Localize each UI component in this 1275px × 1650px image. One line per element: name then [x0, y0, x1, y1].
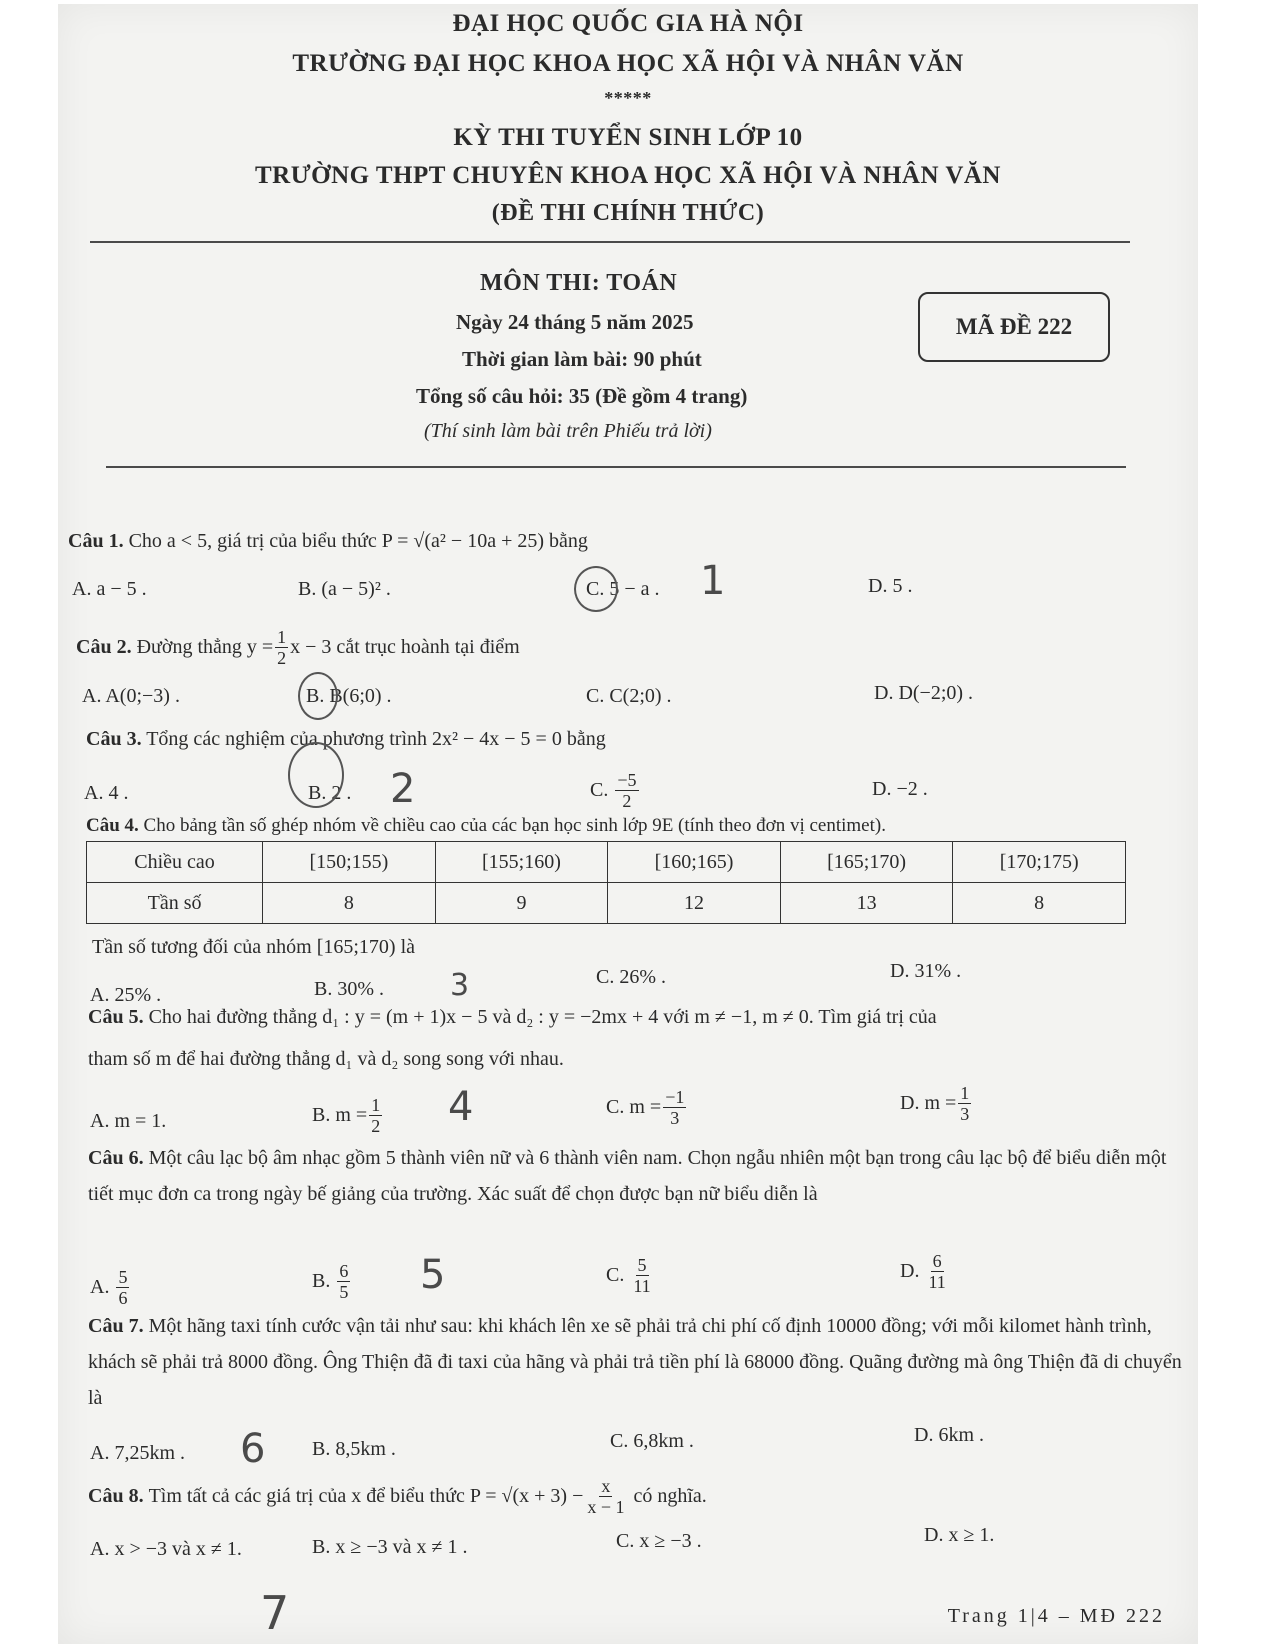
denominator: 3	[960, 1103, 970, 1124]
q5-option-a: A. m = 1.	[90, 1110, 167, 1132]
denominator: 11	[928, 1271, 946, 1292]
official-label: (ĐỀ THI CHÍNH THỨC)	[491, 200, 765, 226]
question-1	[68, 530, 588, 553]
denominator: 2	[371, 1115, 381, 1136]
answer-circle	[574, 566, 618, 612]
q8-option-a: A. x > −3 và x ≠ 1.	[90, 1538, 242, 1560]
fraction	[337, 1261, 350, 1302]
stars-divider: *****	[604, 88, 652, 108]
table-cell: 9	[435, 883, 608, 924]
q7-option-b: B. 8,5km .	[312, 1438, 396, 1460]
question-6	[88, 1140, 1188, 1212]
fraction	[926, 1251, 947, 1292]
numerator: 6	[339, 1260, 349, 1281]
numerator: −5	[617, 769, 637, 790]
question-label: Câu 2.	[76, 635, 132, 658]
denominator: 6	[118, 1287, 128, 1308]
q1-option-b: B. (a − 5)² .	[298, 578, 391, 600]
handwritten-mark: 6	[240, 1426, 266, 1472]
exam-code-box: MÃ ĐỀ 222	[918, 292, 1110, 362]
numerator: 5	[118, 1266, 128, 1287]
q4-option-a: A. 25% .	[90, 984, 162, 1006]
question-label: Câu 4.	[86, 815, 139, 836]
fraction	[958, 1083, 971, 1124]
question-label: Câu 1.	[68, 530, 124, 552]
option-label: B.	[312, 1269, 331, 1292]
q4-option-b: B. 30% .	[314, 978, 384, 1000]
question-text: Một hãng taxi tính cước vận tải như sau: khi khách lên xe sẽ phải trả chi phí cố định 10000 đồng; với mỗi kilomet hành trình, khách sẽ phải trả 8000 đồng. Ông Thiện đã đi taxi của hãng và phải trả tiền phí là 68000 đồng. Quãng đường mà ông Thiện đã di chuyển là	[88, 1315, 1182, 1409]
q1-option-d: D. 5 .	[868, 575, 913, 597]
fraction	[116, 1267, 129, 1308]
q2-option-c: C. C(2;0) .	[586, 685, 672, 707]
answer-circle	[288, 742, 344, 808]
table-row	[87, 842, 1126, 883]
q7-option-d: D. 6km .	[914, 1424, 984, 1446]
page-footer: Trang 1|4 – MĐ 222	[947, 1605, 1165, 1627]
table-cell: 8	[953, 883, 1126, 924]
question-4	[86, 815, 886, 837]
fraction	[631, 1255, 652, 1296]
denominator: 11	[633, 1275, 651, 1296]
table-cell: Tần số	[87, 883, 263, 924]
question-label: Câu 6.	[88, 1147, 144, 1169]
handwritten-mark: 3	[450, 968, 470, 1003]
table-cell: [165;170)	[780, 842, 953, 883]
q4-option-c: C. 26% .	[596, 966, 666, 988]
question-5-line-2: tham số m để hai đường thẳng d₁ và d₂ song song với nhau.	[88, 1048, 564, 1070]
q6-option-d	[900, 1246, 950, 1296]
option-label: C.	[590, 778, 609, 801]
question-text: Cho bảng tần số ghép nhóm về chiều cao của các bạn học sinh lớp 9E (tính theo đơn vị centimet).	[143, 815, 886, 836]
numerator: −1	[665, 1086, 685, 1107]
q6-option-c	[606, 1250, 655, 1300]
fraction	[585, 1476, 626, 1517]
table-cell: Chiều cao	[87, 842, 263, 883]
numerator: 1	[960, 1082, 970, 1103]
fraction	[275, 627, 288, 668]
handwritten-mark: 2	[390, 766, 416, 812]
question-text: Một câu lạc bộ âm nhạc gồm 5 thành viên nữ và 6 thành viên nam. Chọn ngẫu nhiên một bạn trong câu lạc bộ để biểu diễn một tiết mục đơn ca trong ngày bế giảng của trường. Xác suất để chọn được bạn nữ biểu diễn là	[88, 1147, 1167, 1205]
option-label: B. m =	[312, 1103, 368, 1126]
option-label: C.	[606, 1263, 625, 1286]
table-cell: [170;175)	[953, 842, 1126, 883]
q1-option-c: C. 5 − a .	[586, 578, 660, 600]
numerator: 6	[932, 1250, 942, 1271]
question-text-post: x − 3 cắt trục hoành tại điểm	[290, 635, 520, 658]
q8-option-d: D. x ≥ 1.	[924, 1524, 995, 1546]
q2-option-b: B. B(6;0) .	[306, 685, 392, 707]
exam-title: KỲ THI TUYỂN SINH LỚP 10	[453, 124, 803, 151]
table-cell: [155;160)	[435, 842, 608, 883]
q3-option-a: A. 4 .	[84, 782, 129, 804]
fraction	[369, 1095, 382, 1136]
fraction	[663, 1087, 686, 1128]
header-divider	[90, 241, 1130, 243]
q3-option-d: D. −2 .	[872, 778, 928, 800]
question-text-line-1: Cho hai đường thẳng d₁ : y = (m + 1)x − 5 và d₂ : y = −2mx + 4 với m ≠ −1, m ≠ 0. Tìm giá trị của	[148, 1006, 937, 1028]
q2-option-a: A. A(0;−3) .	[82, 685, 180, 707]
university-name: ĐẠI HỌC QUỐC GIA HÀ NỘI	[452, 10, 804, 37]
numerator: 5	[637, 1254, 647, 1275]
table-cell: 8	[263, 883, 436, 924]
table-cell: 13	[780, 883, 953, 924]
handwritten-mark: 1	[700, 558, 726, 604]
q5-option-b	[312, 1090, 384, 1140]
question-label: Câu 7.	[88, 1315, 144, 1337]
question-3	[86, 728, 606, 751]
q3-option-c	[590, 766, 641, 814]
question-label: Câu 5.	[88, 1006, 144, 1028]
denominator: 3	[670, 1107, 680, 1128]
handwritten-mark: 5	[420, 1252, 446, 1298]
q1-option-a: A. a − 5 .	[72, 578, 147, 600]
subject-label: MÔN THI: TOÁN	[480, 270, 678, 296]
option-label: A.	[90, 1275, 110, 1298]
question-label: Câu 8.	[88, 1484, 144, 1507]
q4-option-d: D. 31% .	[890, 960, 962, 982]
numerator: 1	[277, 626, 287, 647]
option-label: C. m =	[606, 1095, 662, 1118]
question-4-prompt: Tần số tương đối của nhóm [165;170) là	[92, 936, 416, 958]
q7-option-c: C. 6,8km .	[610, 1430, 694, 1452]
denominator: 5	[339, 1281, 349, 1302]
question-5	[88, 1006, 937, 1029]
q5-option-d	[900, 1078, 973, 1128]
question-8	[88, 1468, 707, 1524]
answer-sheet-note: (Thí sinh làm bài trên Phiếu trả lời)	[424, 420, 712, 442]
question-text: Cho a < 5, giá trị của biểu thức P = √(a² − 10a + 25) bằng	[128, 530, 588, 552]
school-name: TRƯỜNG ĐẠI HỌC KHOA HỌC XÃ HỘI VÀ NHÂN VĂN	[292, 50, 964, 77]
question-2	[76, 622, 520, 672]
handwritten-mark: 4	[448, 1084, 474, 1130]
exam-date: Ngày 24 tháng 5 năm 2025	[456, 310, 694, 334]
numerator: 1	[371, 1094, 381, 1115]
table-cell: [160;165)	[608, 842, 781, 883]
fraction	[615, 770, 638, 811]
table-row	[87, 883, 1126, 924]
q7-option-a: A. 7,25km .	[90, 1442, 185, 1464]
q2-option-d: D. D(−2;0) .	[874, 682, 974, 704]
exam-duration: Thời gian làm bài: 90 phút	[462, 347, 702, 371]
denominator: x − 1	[587, 1496, 625, 1517]
denominator: 2	[277, 647, 287, 668]
handwritten-mark: 7	[260, 1586, 290, 1640]
question-text-pre: Đường thẳng y =	[136, 635, 274, 658]
question-text-pre: Tìm tất cả các giá trị của x để biểu thức P = √(x + 3) −	[148, 1484, 584, 1507]
denominator: 2	[622, 790, 632, 811]
question-text-post: có nghĩa.	[633, 1484, 707, 1507]
q8-option-c: C. x ≥ −3 .	[616, 1530, 702, 1552]
numerator: x	[601, 1475, 611, 1496]
table-cell: 12	[608, 883, 781, 924]
info-divider	[106, 466, 1126, 468]
q3-option-b: B. 2 .	[308, 782, 352, 804]
option-label: D.	[900, 1259, 920, 1282]
question-7	[88, 1308, 1188, 1416]
question-text: Tổng các nghiệm của phương trình 2x² − 4x − 5 = 0 bằng	[146, 728, 606, 750]
q6-option-b	[312, 1256, 352, 1306]
high-school-name: TRƯỜNG THPT CHUYÊN KHOA HỌC XÃ HỘI VÀ NHÂN VĂN	[255, 162, 1001, 189]
q5-option-c	[606, 1082, 688, 1132]
answer-circle	[298, 672, 338, 720]
table-cell: [150;155)	[263, 842, 436, 883]
q8-option-b: B. x ≥ −3 và x ≠ 1 .	[312, 1536, 468, 1558]
question-label: Câu 3.	[86, 728, 142, 750]
option-label: D. m =	[900, 1091, 957, 1114]
q6-option-a	[90, 1262, 131, 1312]
frequency-table	[86, 841, 1126, 924]
question-total: Tổng số câu hỏi: 35 (Đề gồm 4 trang)	[416, 384, 748, 408]
